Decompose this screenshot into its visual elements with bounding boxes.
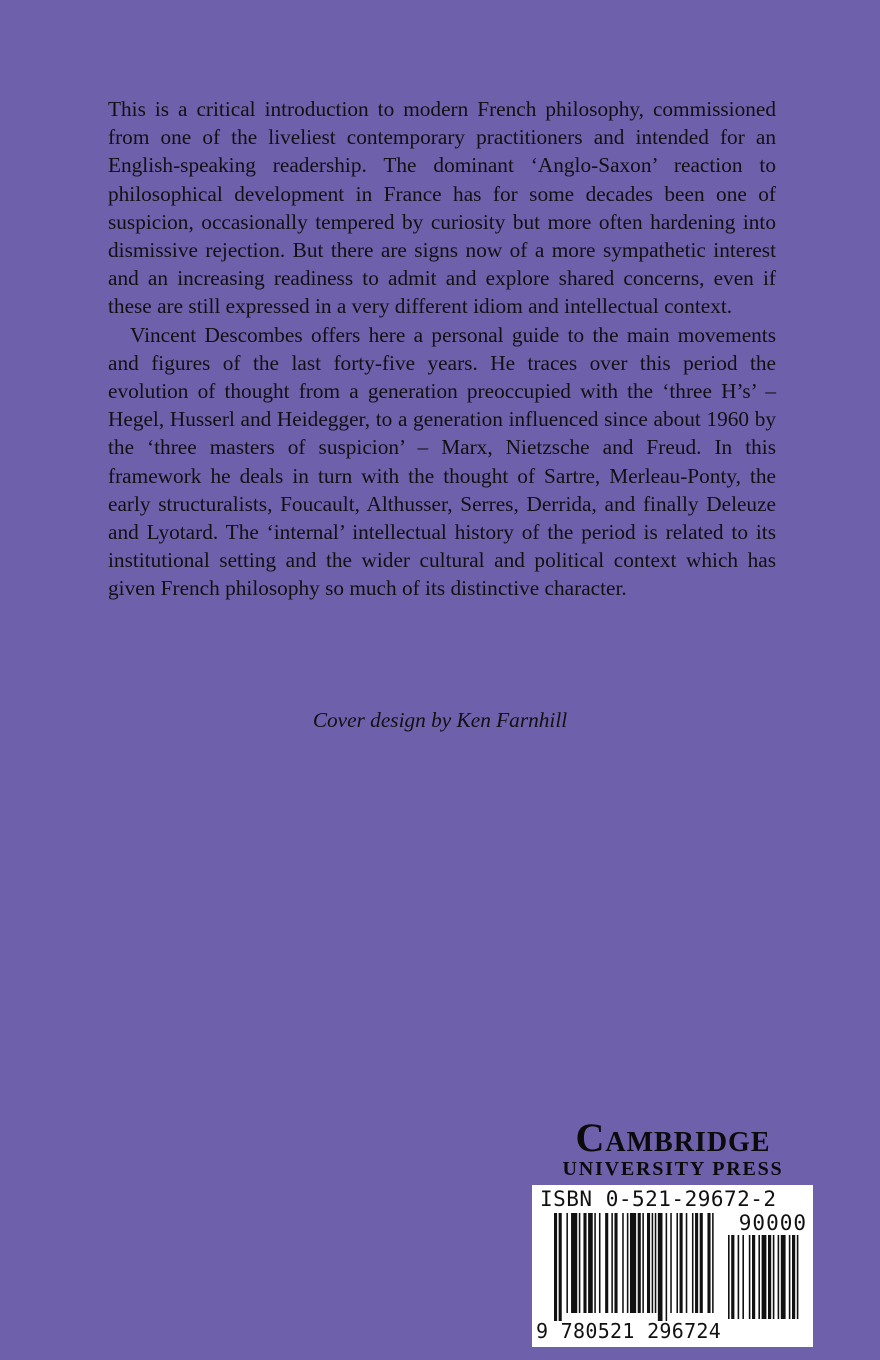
barcode-bar (647, 1213, 650, 1313)
barcode-bar (579, 1213, 581, 1313)
barcode-bar (638, 1213, 641, 1313)
barcode-bar (695, 1213, 698, 1313)
barcode-bar (658, 1213, 663, 1321)
barcode-bar (642, 1213, 644, 1313)
barcode-bar (605, 1213, 608, 1313)
barcode-bar (622, 1213, 624, 1313)
barcode-bar (738, 1235, 740, 1319)
blurb-paragraph-1: This is a critical introduction to modern French philosophy, commissioned from one of the liveliest contemporary practitioners and intended for an English-speaking readership. The dominant ‘Anglo-Saxon’ reaction to philosophical development in France has for some decades been one of suspicion, occasionally tempered by curiosity but more often hardening into dismissive rejection. But there are signs now of a more sympathetic interest and an increasing readiness to admit and explore shared concerns, even if these are still expressed in a very different idiom and intellectual context. (108, 97, 776, 319)
barcode-bar (680, 1213, 683, 1313)
barcode-bar (749, 1235, 751, 1319)
isbn-barcode (532, 1185, 813, 1347)
addon-barcode-bars (728, 1235, 810, 1321)
barcode-bar (611, 1213, 613, 1313)
price-code: 90000 (738, 1211, 807, 1235)
barcode-bar (566, 1213, 568, 1313)
barcode-bar (571, 1213, 577, 1313)
publisher-name: Cambridge (575, 1115, 771, 1160)
barcode-bar (712, 1213, 714, 1313)
barcode-bar (630, 1213, 636, 1313)
back-cover-blurb (108, 95, 776, 603)
barcode-bar (686, 1213, 688, 1313)
barcode-bar (583, 1213, 586, 1313)
barcode-bar (594, 1213, 596, 1313)
barcode-bar (768, 1235, 771, 1319)
barcode-bar (773, 1235, 775, 1319)
barcode-bar (588, 1213, 593, 1313)
barcode-bar (762, 1235, 767, 1319)
barcode-bar (789, 1235, 791, 1319)
barcode-bar (666, 1213, 668, 1321)
barcode-bar (676, 1213, 678, 1313)
barcode-bar (559, 1213, 562, 1321)
barcode-bar (670, 1213, 672, 1313)
barcode-bar (781, 1235, 786, 1319)
barcode-bar (692, 1213, 694, 1313)
barcode-bar (700, 1213, 703, 1313)
ean-barcode-bars (554, 1213, 714, 1321)
barcode-bar (627, 1213, 629, 1313)
barcode-bar (792, 1235, 795, 1319)
ean-digits: 9 780521 296724 (536, 1319, 722, 1343)
barcode-bar (742, 1235, 744, 1319)
cover-design-credit: Cover design by Ken Farnhill (312, 708, 568, 732)
isbn-number: ISBN 0-521-29672-2 (540, 1187, 777, 1211)
blurb-paragraph-2: Vincent Descombes offers here a personal guide to the main movements and figures of the last forty-five years. He traces over this period the evolution of thought from a generation preoccupied with the ‘three H’s’ – Hegel, Husserl and Heidegger, to a generation influenced since about 1960 by the ‘three masters of suspicion’ – Marx, Nietzsche and Freud. In this framework he deals in turn with the thought of Sartre, Merleau-Ponty, the early structuralists, Foucault, Althusser, Serres, Derrida, and finally Deleuze and Lyotard. The ‘internal’ intellectual history of the period is related to its institutional setting and the wider cultural and political context which has given French philosophy so much of its distinctive character. (108, 322, 776, 601)
publisher-subtitle: UNIVERSITY PRESS (562, 1158, 784, 1180)
barcode-bar (752, 1235, 755, 1319)
barcode-bar (728, 1235, 730, 1319)
publisher-logo (528, 1115, 818, 1180)
barcode-bar (707, 1213, 710, 1313)
barcode-bar (655, 1213, 657, 1313)
barcode-bar (758, 1235, 760, 1319)
barcode-bar (731, 1235, 734, 1319)
barcode-bar (554, 1213, 557, 1321)
barcode-bar (614, 1213, 617, 1313)
barcode-bar (778, 1235, 780, 1319)
barcode-bar (797, 1235, 799, 1319)
barcode-bar (652, 1213, 654, 1313)
barcode-bar (599, 1213, 601, 1313)
